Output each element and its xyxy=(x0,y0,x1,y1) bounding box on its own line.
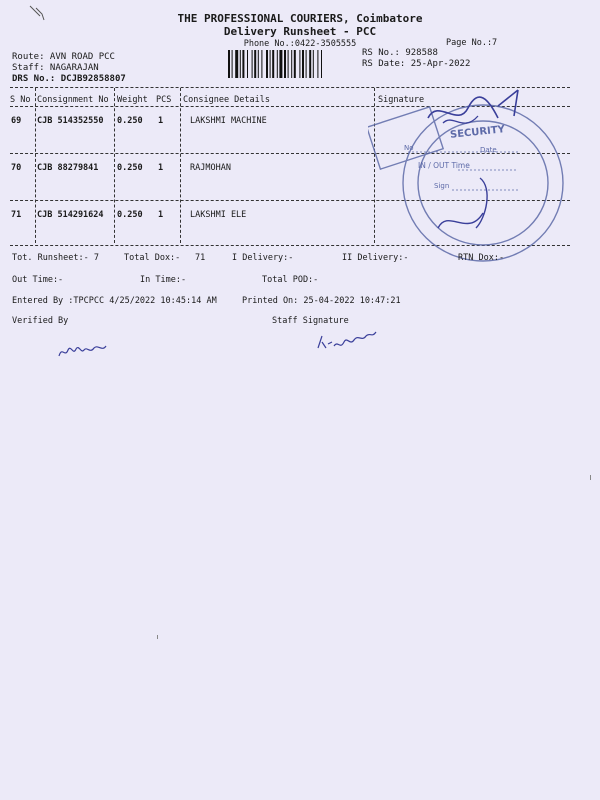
total-pod: Total POD:- xyxy=(262,275,319,285)
verified-by: Verified By xyxy=(12,316,69,326)
security-stamp xyxy=(368,88,568,268)
stamp-inout: IN / OUT Time xyxy=(418,161,470,170)
row-sno: 70 xyxy=(11,163,22,173)
col-sep xyxy=(35,88,36,243)
row-sno: 69 xyxy=(11,116,22,126)
phone-number: Phone No.:0422-3505555 xyxy=(243,39,357,49)
ii-delivery: II Delivery:- xyxy=(342,253,409,263)
col-header-consignment: Consignment No xyxy=(37,95,109,105)
company-name: THE PROFESSIONAL COURIERS, Coimbatore xyxy=(177,12,423,25)
route-label: Route: AVN ROAD PCC xyxy=(12,52,115,62)
stamp-no: No xyxy=(404,144,414,152)
stamp-sign: Sign xyxy=(434,182,450,190)
page-number: Page No.:7 xyxy=(446,38,498,48)
col-header-consignee: Consignee Details xyxy=(183,95,270,105)
rs-number: RS No.: 928588 xyxy=(362,48,438,58)
stamp-date: Date xyxy=(480,146,497,154)
in-time: In Time:- xyxy=(140,275,187,285)
rs-date: RS Date: 25-Apr-2022 xyxy=(362,59,471,69)
total-dox-value: 71 xyxy=(195,253,206,263)
col-header-pcs: PCS xyxy=(156,95,172,105)
document-title: Delivery Runsheet - PCC xyxy=(223,25,377,38)
speck xyxy=(157,635,158,639)
i-delivery: I Delivery:- xyxy=(232,253,294,263)
barcode xyxy=(228,50,356,78)
row-consignee: LAKSHMI ELE xyxy=(190,210,247,220)
col-header-sno: S No xyxy=(10,95,31,105)
row-consignment: CJB 88279841 xyxy=(37,163,99,173)
row-pcs: 1 xyxy=(158,163,164,173)
row-pcs: 1 xyxy=(158,210,164,220)
total-dox-label: Total Dox:- xyxy=(124,253,181,263)
row-consignee: LAKSHMI MACHINE xyxy=(190,116,267,126)
row-sno: 71 xyxy=(11,210,22,220)
row-consignment: CJB 514352550 xyxy=(37,116,104,126)
out-time: Out Time:- xyxy=(12,275,64,285)
verifier-signature xyxy=(56,334,116,364)
speck xyxy=(590,475,591,480)
stamp-security-text: SECURITY xyxy=(449,124,506,141)
col-sep xyxy=(180,88,181,243)
col-sep xyxy=(114,88,115,243)
row-consignment: CJB 514291624 xyxy=(37,210,104,220)
col-header-signature: Signature xyxy=(378,95,425,105)
total-runsheet: Tot. Runsheet:- 7 xyxy=(12,253,99,263)
row-weight: 0.250 xyxy=(117,163,143,173)
rtn-dox: RTN Dox:- xyxy=(458,253,505,263)
entered-by: Entered By :TPCPCC 4/25/2022 10:45:14 AM xyxy=(12,296,217,306)
row-consignee: RAJMOHAN xyxy=(190,163,231,173)
row-pcs: 1 xyxy=(158,116,164,126)
row-weight: 0.250 xyxy=(117,210,143,220)
staff-label: Staff: NAGARAJAN xyxy=(12,63,99,73)
row-weight: 0.250 xyxy=(117,116,143,126)
staff-signature xyxy=(314,322,380,356)
staff-signature-label: Staff Signature xyxy=(272,316,349,326)
drs-number: DRS No.: DCJB92858807 xyxy=(12,74,126,84)
printed-on: Printed On: 25-04-2022 10:47:21 xyxy=(242,296,401,306)
col-header-weight: Weight xyxy=(117,95,148,105)
